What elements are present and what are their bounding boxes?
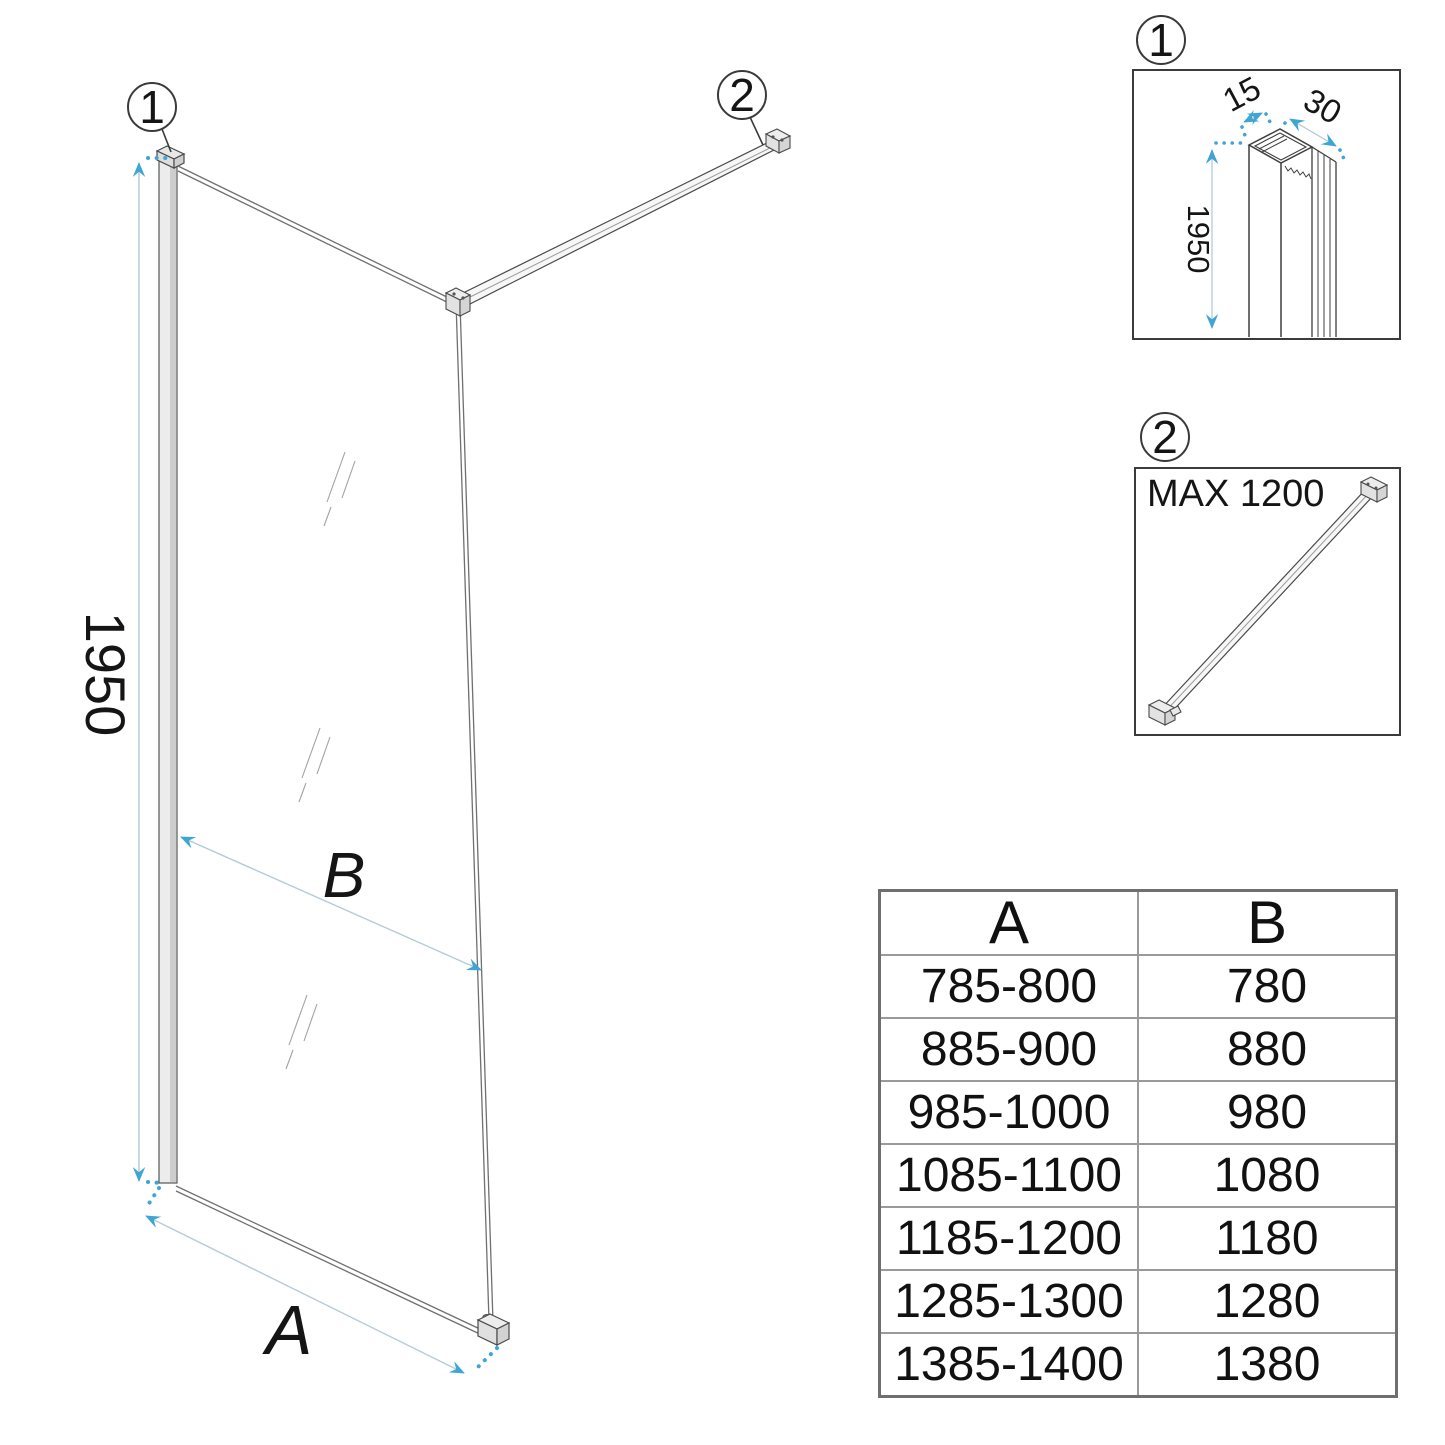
detail-1-width-label: 30 <box>1297 80 1348 132</box>
profile-section-drawing <box>1249 129 1336 337</box>
main-diagram <box>74 69 790 1373</box>
cell-b: 1080 <box>1138 1144 1397 1207</box>
detail-1-dim-1950 <box>1181 143 1243 328</box>
base-width-label: A <box>265 1291 313 1369</box>
cell-a: 1085-1100 <box>880 1144 1139 1207</box>
size-table <box>878 889 1398 1398</box>
size-table-header-a: A <box>880 891 1139 956</box>
cell-a: 1185-1200 <box>880 1207 1139 1270</box>
table-row <box>880 955 1397 1018</box>
detail-2-callout-number: 2 <box>1152 411 1178 463</box>
size-table-header-row <box>880 891 1397 956</box>
callout-1-number: 1 <box>139 81 165 133</box>
callout-2 <box>718 69 766 145</box>
table-row <box>880 1207 1397 1270</box>
cell-b: 780 <box>1138 955 1397 1018</box>
cell-a: 785-800 <box>880 955 1139 1018</box>
cell-a: 985-1000 <box>880 1081 1139 1144</box>
callout-2-number: 2 <box>729 69 755 121</box>
detail-1-wall-profile <box>1133 14 1400 339</box>
detail-1-height-label: 1950 <box>1181 204 1216 274</box>
glass-width-label: B <box>322 839 366 911</box>
dim-height-1950 <box>74 158 166 1208</box>
table-row <box>880 1144 1397 1207</box>
height-dimension-label: 1950 <box>74 611 137 737</box>
table-row <box>880 1081 1397 1144</box>
cell-a: 1385-1400 <box>880 1333 1139 1397</box>
table-row <box>880 1018 1397 1081</box>
detail-1-dim-15 <box>1217 69 1273 141</box>
cell-b: 980 <box>1138 1081 1397 1144</box>
cell-a: 885-900 <box>880 1018 1139 1081</box>
detail-1-depth-label: 15 <box>1216 68 1267 119</box>
floor-bracket <box>478 1314 509 1345</box>
glass-panel <box>176 166 493 1336</box>
detail-1-callout-number: 1 <box>1148 14 1174 66</box>
support-bar <box>461 142 776 305</box>
wall-profile <box>157 146 184 1183</box>
cell-b: 1380 <box>1138 1333 1397 1397</box>
detail-2-support-bar <box>1135 411 1400 735</box>
cell-b: 1180 <box>1138 1207 1397 1270</box>
table-row <box>880 1270 1397 1333</box>
cell-a: 1285-1300 <box>880 1270 1139 1333</box>
dim-glass-width-b <box>181 837 481 970</box>
dim-base-width-a <box>146 1216 497 1373</box>
glass-reflection-marks <box>286 452 355 1069</box>
cell-b: 1280 <box>1138 1270 1397 1333</box>
max-length-label: MAX 1200 <box>1147 473 1325 515</box>
size-table-header-b: B <box>1138 891 1397 956</box>
cell-b: 880 <box>1138 1018 1397 1081</box>
callout-1 <box>128 81 176 152</box>
table-row <box>880 1333 1397 1397</box>
